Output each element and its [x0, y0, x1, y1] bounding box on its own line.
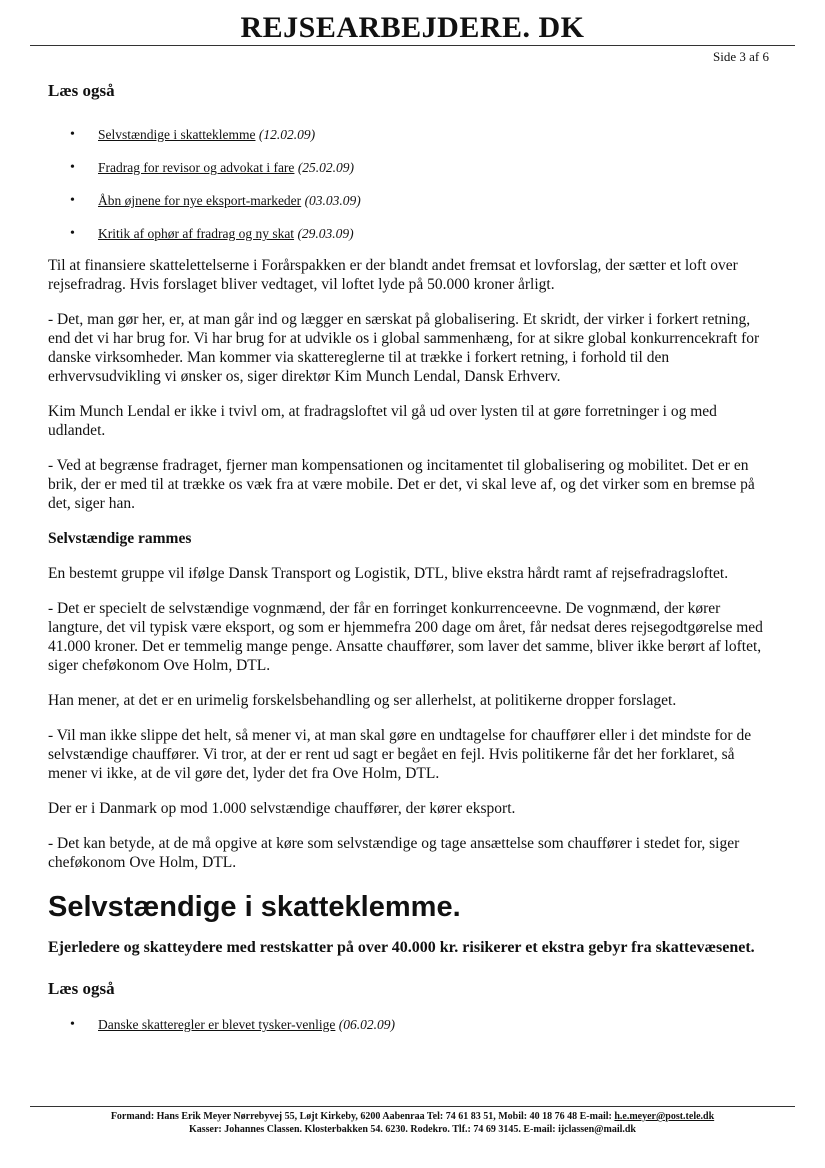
related-links-list	[48, 118, 773, 250]
related-link-item	[48, 217, 773, 250]
related-link-item	[48, 118, 773, 151]
paragraph: - Det er specielt de selvstændige vognmænd, der får en forringet konkurrenceevne. De vognmænd, der kører langture, det vil typisk være eksport, og som er hjemmefra 200 dage om året, får nedsat deres rejsegodtgørelse med 41.000 kroner. Det er temmelig mange penge. Ansatte chauffører, som laver det samme, bliver ikke berørt af loftet, siger cheføkonom Ove Holm, DTL.	[48, 600, 763, 674]
paragraph: Til at finansiere skattelettelserne i Forårspakken er der blandt andet fremsat et lovforslag, der sætter et loft over rejsefradrag. Hvis forslaget bliver vedtaget, vil loftet lyde på 50.000 kroner årligt.	[48, 257, 738, 293]
paragraph: Han mener, at det er en urimelig forskelsbehandling og ser allerhelst, at politikerne dropper forslaget.	[48, 692, 677, 709]
related-heading: Læs også	[48, 81, 115, 100]
footer-chairman: Formand: Hans Erik Meyer Nørrebyvej 55, Løjt Kirkeby, 6200 Aabenraa Tel: 74 61 83 51, Mobil: 40 18 76 48 E-mail:	[110, 1111, 612, 1122]
footer-rule	[30, 1106, 795, 1107]
related-link-date: (25.02.09)	[297, 160, 355, 175]
footer-line	[0, 1110, 825, 1123]
paragraph: Kim Munch Lendal er ikke i tvivl om, at fradragsloftet vil gå ud over lysten til at gøre forretninger i og med udlandet.	[48, 403, 717, 439]
related-link[interactable]: Kritik af ophør af fradrag og ny skat	[98, 226, 295, 241]
related-link-date: (06.02.09)	[338, 1017, 396, 1032]
related-link-item	[48, 151, 773, 184]
paragraph: - Vil man ikke slippe det helt, så mener vi, at man skal gøre en undtagelse for chauffører eller i det mindste for de selvstændige chauffører. Vi tror, at der er rent ud sagt er begået en fejl. Hvis politikerne får det her forklaret, så mener vi ikke, at de vil gøre det, lyder det fra Ove Holm, DTL.	[48, 727, 752, 782]
paragraph: Der er i Danmark op mod 1.000 selvstændige chauffører, der kører eksport.	[48, 800, 516, 817]
article-title: Selvstændige i skatteklemme.	[48, 891, 461, 923]
masthead-title: REJSEARBEJDERE. DK	[240, 11, 585, 44]
related-links-list	[48, 1008, 773, 1041]
related-link-item	[48, 1008, 773, 1041]
related-link[interactable]: Fradrag for revisor og advokat i fare	[98, 160, 295, 175]
subheading: Selvstændige rammes	[48, 530, 192, 547]
related-link[interactable]: Danske skatteregler er blevet tysker-venlige	[98, 1017, 336, 1032]
paragraph: - Ved at begrænse fradraget, fjerner man kompensationen og incitamentet til globalisering og mobilitet. Det er en brik, der er med til at trække os væk fra at være mobile. Det er det, vi skal leve af, og det virker som en bremse på det, siger han.	[48, 457, 755, 512]
footer-line: Kasser: Johannes Classen. Klosterbakken 54. 6230. Rodekro. Tlf.: 74 69 3145. E-mail: ijclassen@mail.dk	[188, 1124, 636, 1135]
related-link[interactable]: Åbn øjnene for nye eksport-markeder	[98, 193, 302, 208]
related-link-item	[48, 184, 773, 217]
article-body	[48, 80, 773, 1041]
related-heading: Læs også	[48, 979, 115, 998]
related-link-date: (03.03.09)	[304, 193, 361, 208]
article-lead: Ejerledere og skatteydere med restskatter på over 40.000 kr. risikerer et ekstra gebyr fra skattevæsenet.	[48, 939, 755, 956]
paragraph: En bestemt gruppe vil ifølge Dansk Transport og Logistik, DTL, blive ekstra hårdt ramt af rejsefradragsloftet.	[48, 565, 729, 582]
related-link[interactable]: Selvstændige i skatteklemme	[98, 127, 256, 142]
paragraph: - Det, man gør her, er, at man går ind og lægger en særskat på globalisering. Et skridt, der virker i forkert retning, end det vi har brug for. Vi har brug for at udvikle os i global sammenhæng, for at sikre global konkurrencekraft for danske virksomheder. Man kommer via skattereglerne til at trække i forkert retning, i forhold til den erhvervsudvikling vi ønsker os, siger direktør Kim Munch Lendal, Dansk Erhverv.	[48, 311, 760, 385]
header-rule	[30, 45, 795, 46]
paragraph: - Det kan betyde, at de må opgive at køre som selvstændige og tage ansættelse som chauffører i stedet for, siger cheføkonom Ove Holm, DTL.	[48, 835, 740, 871]
page-number: Side 3 af 6	[713, 49, 769, 64]
related-link-date: (29.03.09)	[297, 226, 354, 241]
related-link-date: (12.02.09)	[258, 127, 316, 142]
footer-email-link[interactable]: h.e.meyer@post.tele.dk	[614, 1111, 715, 1122]
footer	[0, 1110, 825, 1136]
